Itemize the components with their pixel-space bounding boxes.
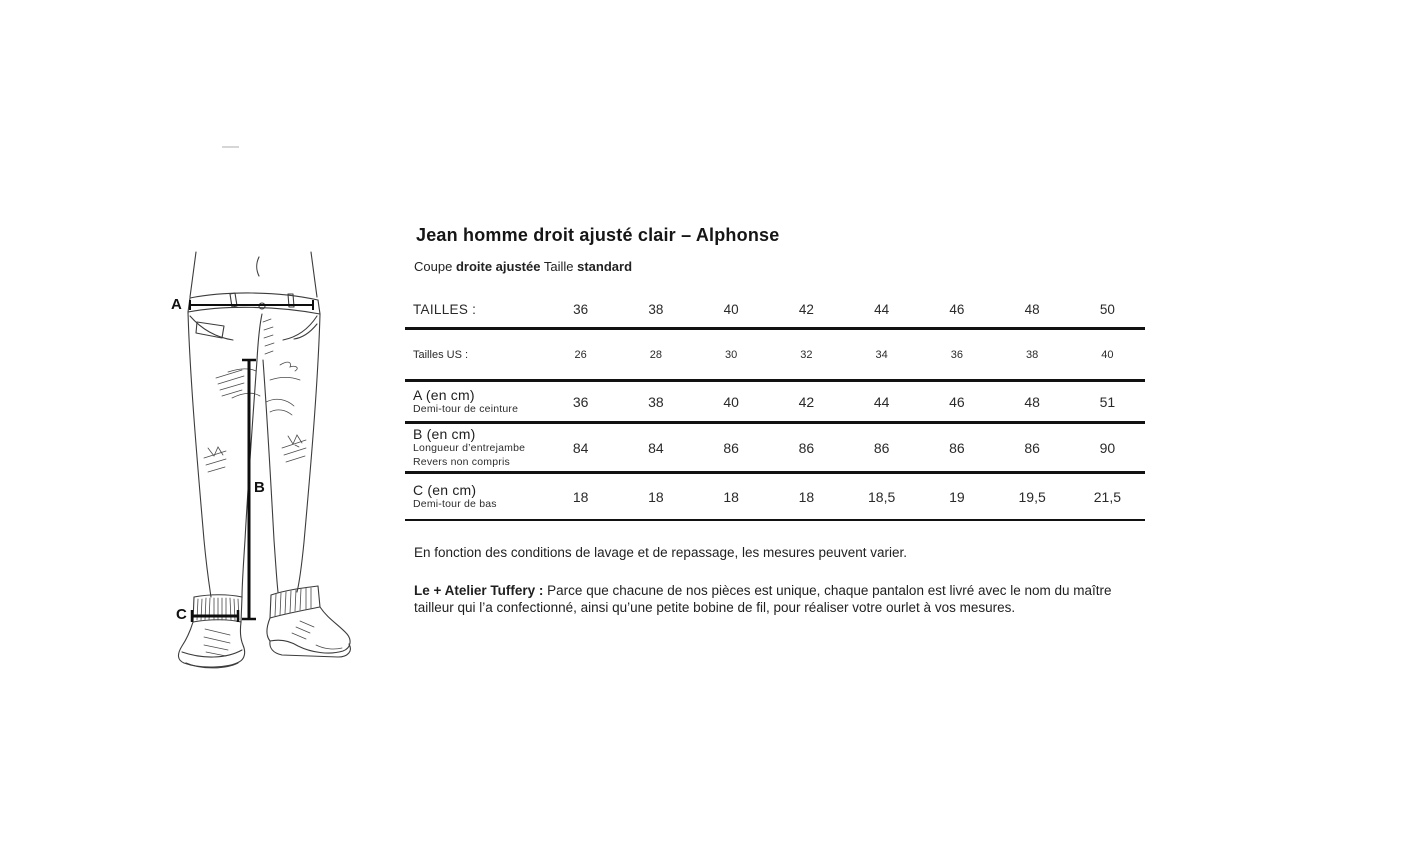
- measure-b-cell: 84: [572, 439, 589, 456]
- jeans-sketch-area: [120, 140, 360, 670]
- page-title: Jean homme droit ajusté clair – Alphonse: [416, 225, 780, 245]
- subtitle-coupe-value: droite ajustée: [455, 259, 541, 274]
- row-label-tailles: TAILLES :: [413, 302, 477, 317]
- measure-b-cell: 86: [1024, 439, 1040, 456]
- jeans-wrinkles: [216, 362, 300, 447]
- measure-b-cell: 84: [648, 439, 664, 456]
- measure-b-title: B (en cm): [413, 425, 476, 442]
- table-row-measure-c: [405, 474, 1145, 521]
- measure-b-cell: 86: [723, 439, 739, 456]
- measure-a-cell: 38: [648, 393, 664, 410]
- us-size-cell: 26: [574, 348, 587, 361]
- measure-b-cell: 86: [798, 439, 815, 456]
- subtitle-taille-value: standard: [577, 259, 633, 274]
- measure-c-cell: 19,5: [1018, 488, 1046, 505]
- measure-b-subtitle-1: Longueur d’entrejambe: [413, 441, 526, 454]
- measure-b-cell: 86: [949, 439, 965, 456]
- table-row-measure-a: [405, 382, 1145, 424]
- measure-c-cell: 18: [798, 488, 815, 505]
- measure-c-cell: 18: [648, 488, 664, 505]
- measure-a-cell: 48: [1024, 393, 1040, 410]
- measure-a-cell: 51: [1099, 393, 1116, 410]
- jeans-pockets: [190, 316, 317, 340]
- us-size-cell: 32: [800, 348, 813, 361]
- jeans-torso: [190, 252, 317, 297]
- subtitle-taille-label: Taille: [543, 259, 574, 274]
- measure-line-a: [190, 300, 313, 310]
- measure-a-cell: 42: [798, 393, 815, 410]
- measure-a-cell: 44: [873, 393, 890, 410]
- subtitle-coupe-label: Coupe: [414, 259, 453, 274]
- us-size-cell: 28: [649, 348, 662, 361]
- measure-c-cell: 21,5: [1093, 488, 1121, 505]
- measure-c-cell: 19: [949, 488, 965, 505]
- table-row-tailles: [405, 292, 1145, 330]
- row-label-measure-a: [405, 387, 543, 417]
- page-subtitle: [414, 259, 632, 274]
- jeans-legs: [188, 312, 320, 597]
- jeans-knee-marks: [204, 435, 306, 472]
- measure-a-cell: 40: [723, 393, 739, 410]
- table-row-measure-b: [405, 424, 1145, 474]
- measure-c-cell: 18: [572, 488, 589, 505]
- size-header-cell: 48: [1024, 302, 1040, 317]
- size-header-cell: 42: [798, 302, 814, 317]
- measure-a-cell: 46: [949, 393, 965, 410]
- measure-c-cell: 18,5: [868, 488, 896, 505]
- size-header-cell: 36: [573, 302, 589, 317]
- measure-label-b: B: [254, 479, 266, 496]
- us-size-cell: 40: [1101, 348, 1114, 361]
- us-size-cell: 36: [950, 348, 963, 361]
- tuffery-note: [414, 582, 1122, 617]
- us-size-cell: 30: [725, 348, 738, 361]
- size-header-cell: 38: [648, 302, 664, 317]
- size-header-cell: 44: [874, 302, 890, 317]
- row-label-measure-c: [405, 482, 543, 512]
- measure-a-title: A (en cm): [413, 386, 475, 403]
- size-table: [405, 292, 1145, 521]
- jeans-fly: [257, 314, 274, 360]
- measure-b-subtitle-2: Revers non compris: [413, 455, 510, 468]
- measure-c-subtitle: Demi-tour de bas: [413, 497, 497, 510]
- measure-a-cell: 36: [572, 393, 589, 410]
- measure-label-c: C: [176, 606, 188, 623]
- washing-note: En fonction des conditions de lavage et de repassage, les mesures peuvent varier.: [414, 545, 908, 560]
- tuffery-note-lead: Le + Atelier Tuffery :: [414, 583, 544, 598]
- us-size-cell: 38: [1026, 348, 1039, 361]
- us-size-cell: 34: [875, 348, 888, 361]
- measure-b-cell: 86: [873, 439, 890, 456]
- measure-c-title: C (en cm): [413, 481, 477, 498]
- size-header-cell: 46: [949, 302, 965, 317]
- measure-label-a: A: [171, 296, 183, 313]
- table-row-tailles-us: [405, 330, 1145, 382]
- row-label-measure-b: [405, 426, 543, 469]
- measure-b-cell: 90: [1099, 439, 1116, 456]
- size-header-cell: 40: [723, 302, 739, 317]
- size-header-cell: 50: [1099, 302, 1115, 317]
- measure-a-subtitle: Demi-tour de ceinture: [413, 402, 519, 415]
- jeans-waistband: [188, 293, 320, 314]
- tuffery-note-text: Parce que chacune de nos pièces est unique, chaque pantalon est livré avec le nom du maître tailleur qui l’a confectionné, ainsi qu’une petite bobine de fil, pour réaliser votre ourlet à vos mesures.: [414, 583, 1112, 616]
- jeans-sketch: [120, 140, 360, 670]
- measure-c-cell: 18: [723, 488, 739, 505]
- row-label-tailles-us: Tailles US :: [413, 348, 469, 361]
